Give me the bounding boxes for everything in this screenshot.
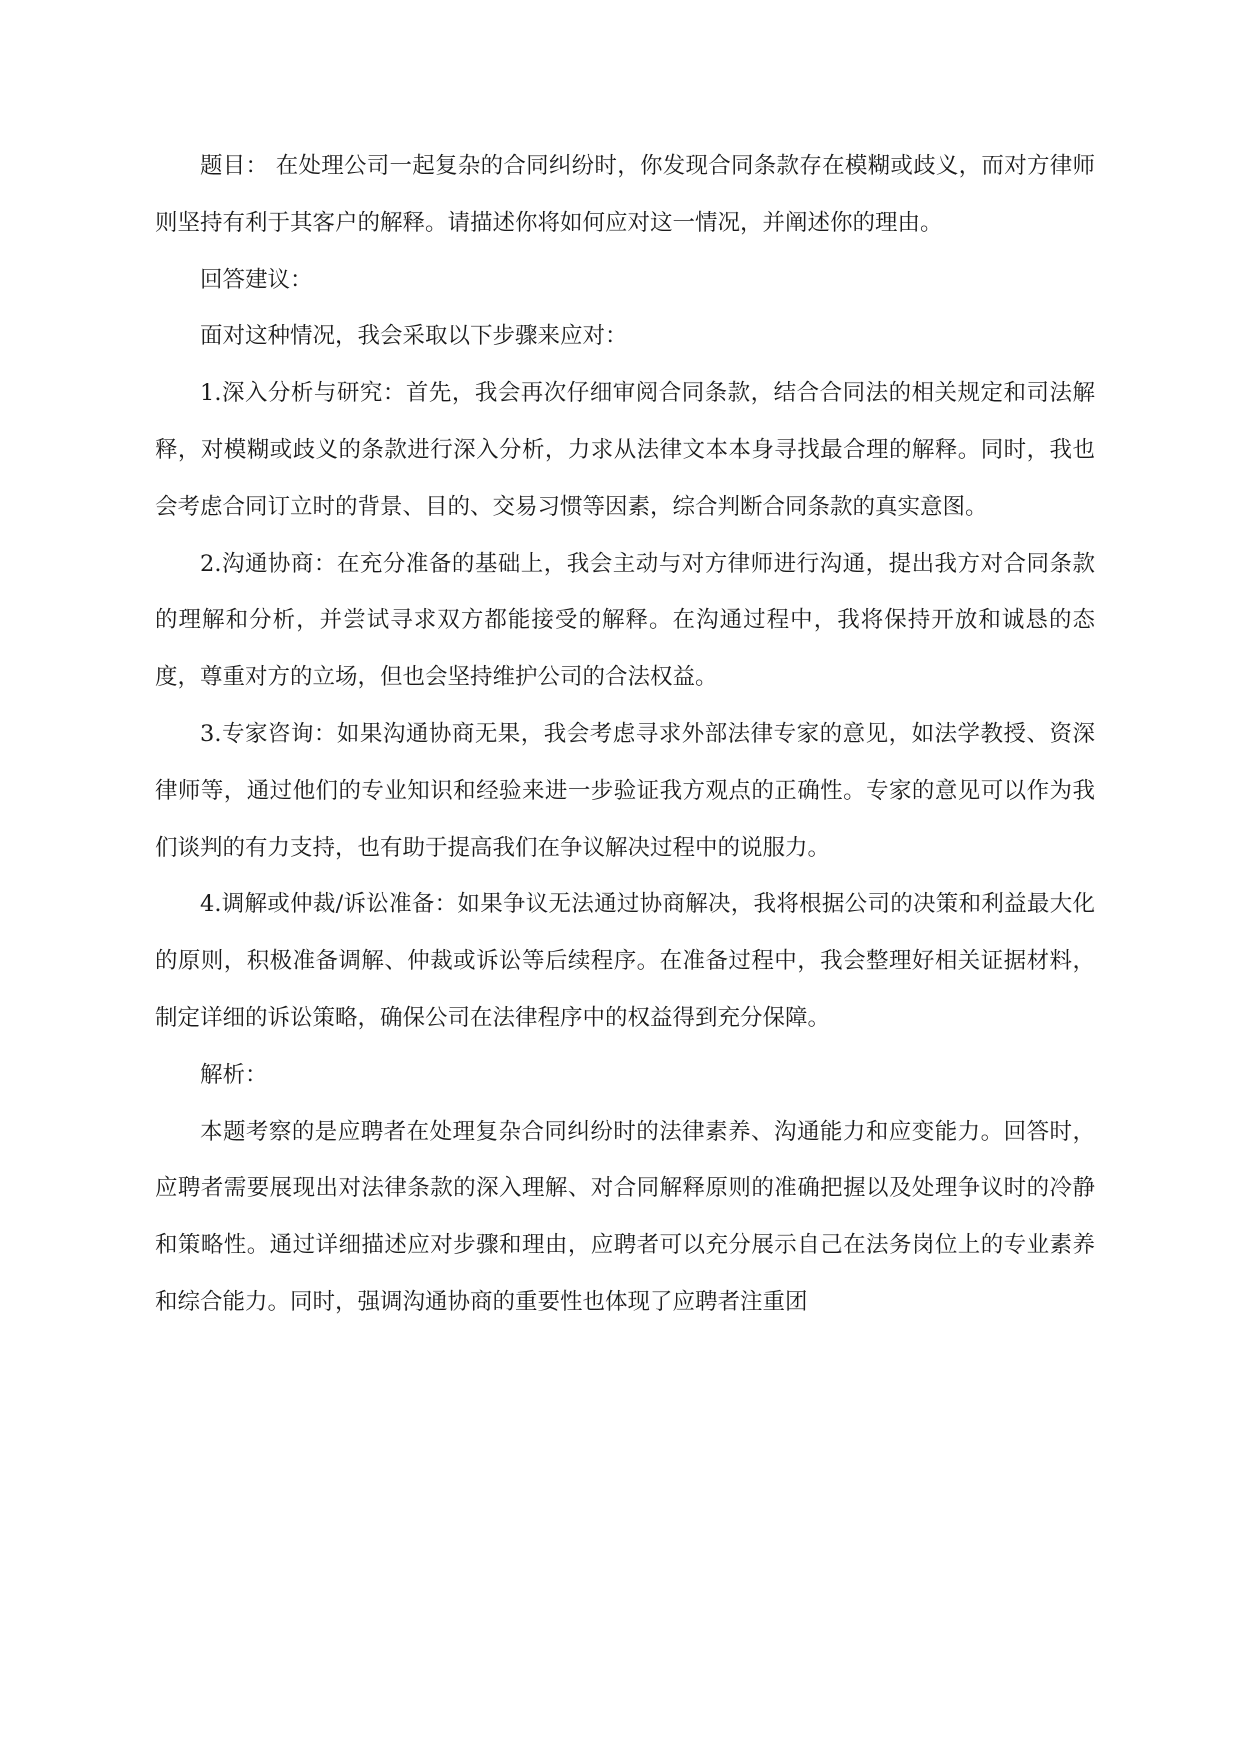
step-4-paragraph: 4.调解或仲裁/诉讼准备：如果争议无法通过协商解决，我将根据公司的决策和利益最大化的原则，积极准备调解、仲裁或诉讼等后续程序。在准备过程中，我会整理好相关证据材料，制定详细的诉讼策略，确保公司在法律程序中的权益得到充分保障。 [155, 891, 1095, 1031]
step-1-paragraph: 1.深入分析与研究：首先，我会再次仔细审阅合同条款，结合合同法的相关规定和司法解释，对模糊或歧义的条款进行深入分析，力求从法律文本本身寻找最合理的解释。同时，我也会考虑合同订立时的背景、目的、交易习惯等因素，综合判断合同条款的真实意图。 [155, 380, 1095, 520]
answer-intro: 面对这种情况，我会采取以下步骤来应对： [200, 323, 628, 350]
analysis-heading: 解析： [200, 1061, 268, 1088]
document-body [155, 138, 1095, 1331]
answer-heading: 回答建议： [200, 266, 313, 293]
step-2-paragraph: 2.沟通协商：在充分准备的基础上，我会主动与对方律师进行沟通，提出我方对合同条款的理解和分析，并尝试寻求双方都能接受的解释。在沟通过程中，我将保持开放和诚恳的态度，尊重对方的立场，但也会坚持维护公司的合法权益。 [155, 550, 1095, 691]
step-3-paragraph: 3.专家咨询：如果沟通协商无果，我会考虑寻求外部法律专家的意见，如法学教授、资深律师等，通过他们的专业知识和经验来进一步验证我方观点的正确性。专家的意见可以作为我们谈判的有力支持，也有助于提高我们在争议解决过程中的说服力。 [155, 720, 1095, 861]
question-paragraph: 题目： 在处理公司一起复杂的合同纠纷时，你发现合同条款存在模糊或歧义，而对方律师则坚持有利于其客户的解释。请描述你将如何应对这一情况，并阐述你的理由。 [155, 153, 1095, 236]
analysis-paragraph: 本题考察的是应聘者在处理复杂合同纠纷时的法律素养、沟通能力和应变能力。回答时，应聘者需要展现出对法律条款的深入理解、对合同解释原则的准确把握以及处理争议时的冷静和策略性。通过详细描述应对步骤和理由，应聘者可以充分展示自己在法务岗位上的专业素养和综合能力。同时，强调沟通协商的重要性也体现了应聘者注重团 [155, 1118, 1095, 1315]
